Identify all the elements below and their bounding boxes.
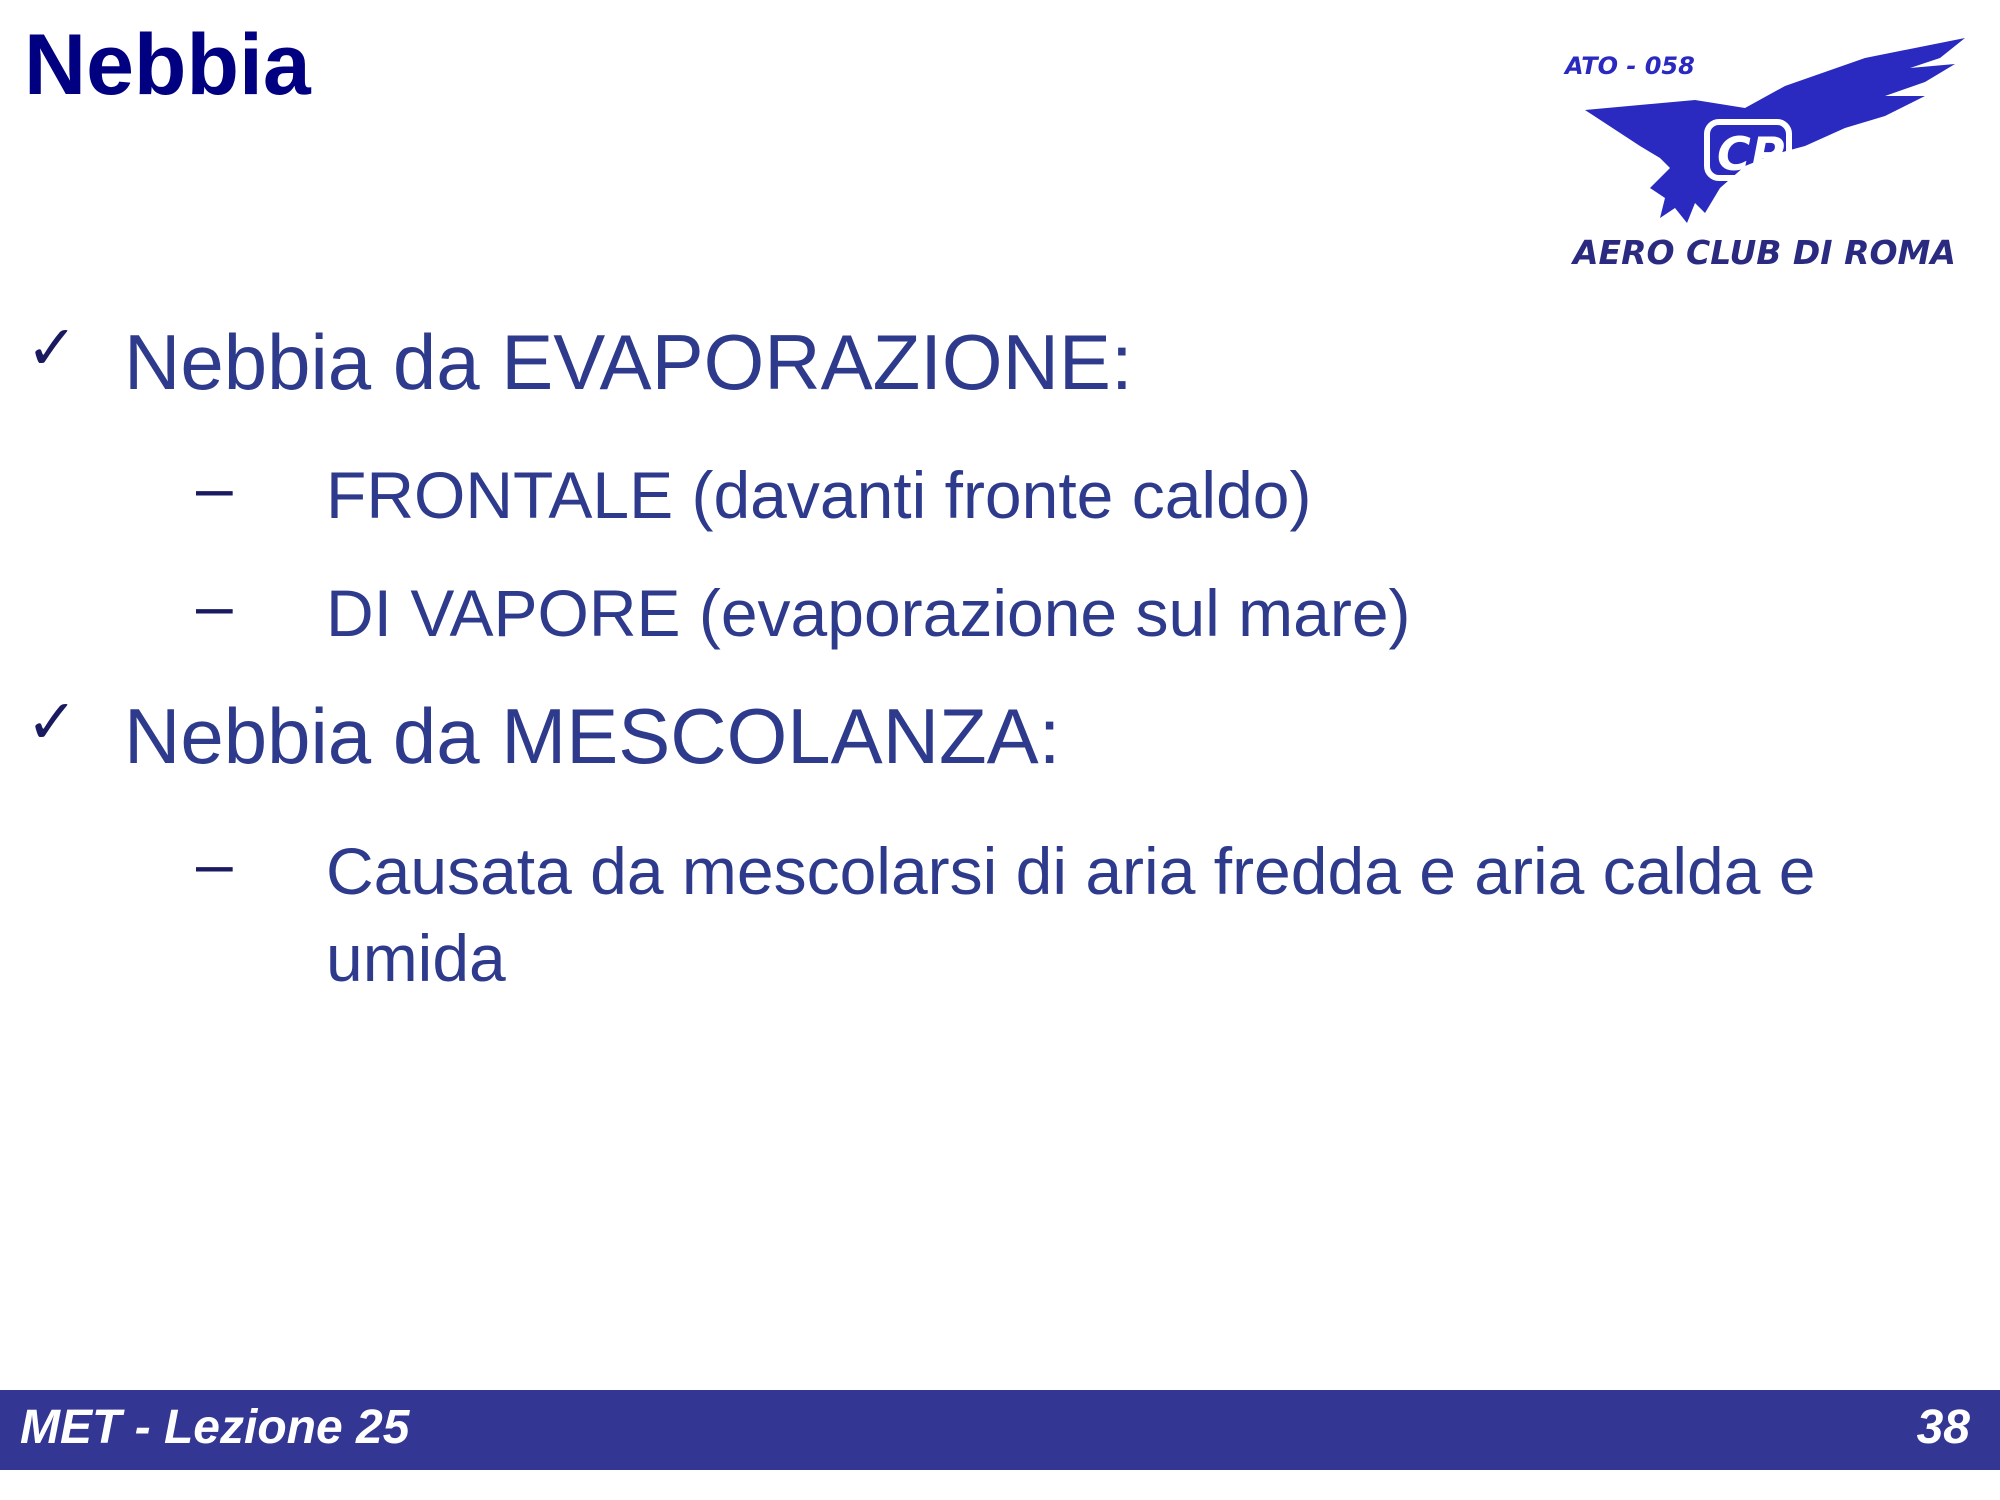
slide-title: Nebbia [24, 17, 311, 113]
slide-number: 38 [1916, 1401, 1970, 1454]
footer-lesson-label: MET - Lezione 25 [20, 1401, 410, 1454]
aero-club-logo [1545, 38, 1975, 278]
checkmark-icon: ✓ [26, 311, 78, 384]
sub-bullet-text: Causata da mescolarsi di aria fredda e aria calda e umida [326, 834, 1816, 996]
sub-bullet-text: FRONTALE (davanti fronte caldo) [326, 458, 1312, 532]
bullet-text: Nebbia da MESCOLANZA: [124, 692, 1061, 780]
dash-icon: – [196, 450, 233, 524]
logo-top-text: ATO - 058 [1565, 52, 1695, 80]
checkmark-icon: ✓ [26, 685, 78, 758]
dash-icon: – [196, 826, 233, 900]
bullet-text: Nebbia da EVAPORAZIONE: [124, 318, 1133, 406]
logo-bottom-text: AERO CLUB DI ROMA [1573, 233, 1956, 272]
dash-icon: – [196, 568, 233, 642]
slide-footer [0, 1390, 2000, 1470]
logo-emblem-text: CP [1717, 127, 1785, 181]
sub-bullet-text: DI VAPORE (evaporazione sul mare) [326, 576, 1411, 650]
